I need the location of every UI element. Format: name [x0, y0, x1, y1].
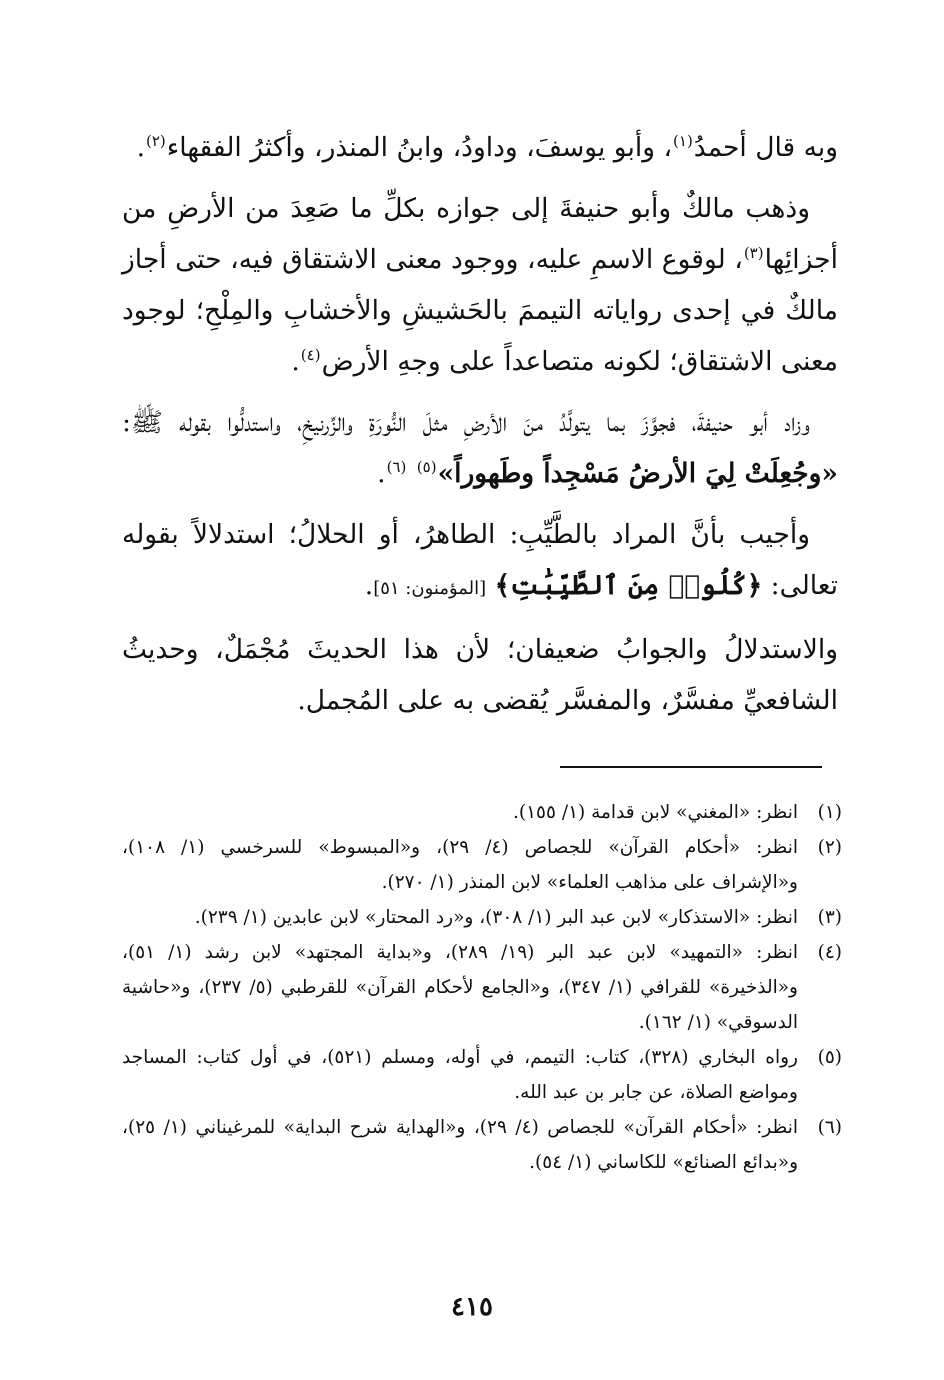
- paragraph: [122, 624, 838, 726]
- footnote-text: انظر: «المغني» لابن قدامة (١/ ١٥٥).: [513, 802, 798, 823]
- hadith-quote: «وجُعِلَتْ لِيَ الأرضُ مَسْجِداً وطَهوراً»: [437, 458, 838, 489]
- text-run: .: [136, 132, 145, 163]
- text-run: وزاد أبو حنيفةَ، فجوَّزَ بما يتولَّدُ منَ الأرضِ مثلَ النُّورَةِ والزِّرنيخِ، واستدلُّوا بقوله ﷺ:: [122, 407, 810, 438]
- text-run: .: [291, 346, 300, 377]
- main-text: [122, 122, 838, 736]
- footnote-item: [122, 900, 842, 935]
- footnote-ref[interactable]: (٢): [146, 132, 166, 150]
- paragraph: [122, 509, 838, 614]
- paragraph: [122, 397, 838, 499]
- footnote-number: (٦): [817, 1117, 842, 1138]
- footnote-number: (٥): [817, 1047, 842, 1068]
- footnotes: [122, 795, 842, 1180]
- footnote-number: (٤): [817, 942, 842, 963]
- footnote-ref[interactable]: (٥): [416, 458, 437, 476]
- footnote-item: [122, 1110, 842, 1180]
- footnote-text: انظر: «أحكام القرآن» للجصاص (٤/ ٢٩)، و«المبسوط» للسرخسي (١/ ١٠٨)، و«الإشراف على مذاهب العلماء» لابن المنذر (١/ ٢٧٠).: [122, 837, 798, 893]
- text-run: والاستدلالُ والجوابُ ضعيفان؛ لأن هذا الحديثَ مُجْمَلٌ، وحديثُ الشافعيِّ مفسَّرٌ، والمفسَّر يُقضى به على المُجمل.: [122, 634, 838, 716]
- footnote-number: (٣): [817, 907, 842, 928]
- text-run: [407, 458, 415, 489]
- footnote-item: [122, 795, 842, 830]
- text-run: ، لوقوع الاسمِ عليه، ووجود معنى الاشتقاق فيه، حتى أجاز مالكٌ في إحدى رواياته التيممَ بالحَشيشِ والأخشابِ والمِلْحِ؛ لوجود معنى الاشتقاق؛ لكونه متصاعداً على وجهِ الأرض: [122, 244, 838, 377]
- text-run: .: [364, 570, 374, 601]
- footnote-text: انظر: «الاستذكار» لابن عبد البر (١/ ٣٠٨)، و«رد المحتار» لابن عابدين (١/ ٢٣٩).: [194, 907, 798, 928]
- text-run: وبه قال أحمدُ: [693, 132, 838, 163]
- text-run: وأجيب بأنَّ المراد بالطَّيِّبِ: الطاهرُ، أو الحلالُ؛ استدلالاً بقوله تعالى:: [122, 519, 838, 601]
- page-number: ٤١٥: [451, 1292, 493, 1322]
- footnote-number: (٢): [817, 837, 842, 858]
- footnote-ref[interactable]: (٦): [386, 458, 407, 476]
- paragraph: [122, 183, 838, 387]
- paragraph: [122, 122, 838, 173]
- footnote-item: [122, 935, 842, 1040]
- footnote-text: انظر: «التمهيد» لابن عبد البر (١٩/ ٢٨٩)، و«بداية المجتهد» لابن رشد (١/ ٥١)، و«الذخيرة» للقرافي (١/ ٣٤٧)، و«الجامع لأحكام القرآن» للقرطبي (٥/ ٢٣٧)، و«حاشية الدسوقي» (١/ ١٦٢).: [122, 942, 798, 1033]
- footnote-divider: [560, 766, 822, 768]
- surah-citation: [المؤمنون: ٥١]: [373, 578, 487, 599]
- footnote-text: انظر: «أحكام القرآن» للجصاص (٤/ ٢٩)، و«الهداية شرح البداية» للمرغيناني (١/ ٢٥)، و«بدائع الصنائع» للكاساني (١/ ٥٤).: [122, 1117, 798, 1173]
- footnote-ref[interactable]: (١): [673, 132, 693, 150]
- footnote-text: رواه البخاري (٣٢٨)، كتاب: التيمم، في أوله، ومسلم (٥٢١)، في أول كتاب: المساجد ومواضع الصلاة، عن جابر بن عبد الله.: [122, 1047, 798, 1103]
- text-run: وذهب مالكٌ وأبو حنيفةَ إلى جوازه بكلِّ ما صَعِدَ من الأرضِ من أجزائِها: [122, 193, 838, 275]
- text-run: .: [377, 458, 386, 489]
- text-run: ، وأبو يوسفَ، وداودُ، وابنُ المنذر، وأكثرُ الفقهاء: [166, 132, 673, 163]
- footnote-ref[interactable]: (٣): [743, 244, 764, 262]
- quran-verse: ﴿كُلُوا۟ مِنَ ٱلطَّيِّبَٰتِ﴾: [494, 570, 763, 601]
- text-run: [486, 570, 494, 601]
- footnote-number: (١): [817, 802, 842, 823]
- footnote-item: [122, 830, 842, 900]
- footnote-item: [122, 1040, 842, 1110]
- footnote-ref[interactable]: (٤): [300, 346, 321, 364]
